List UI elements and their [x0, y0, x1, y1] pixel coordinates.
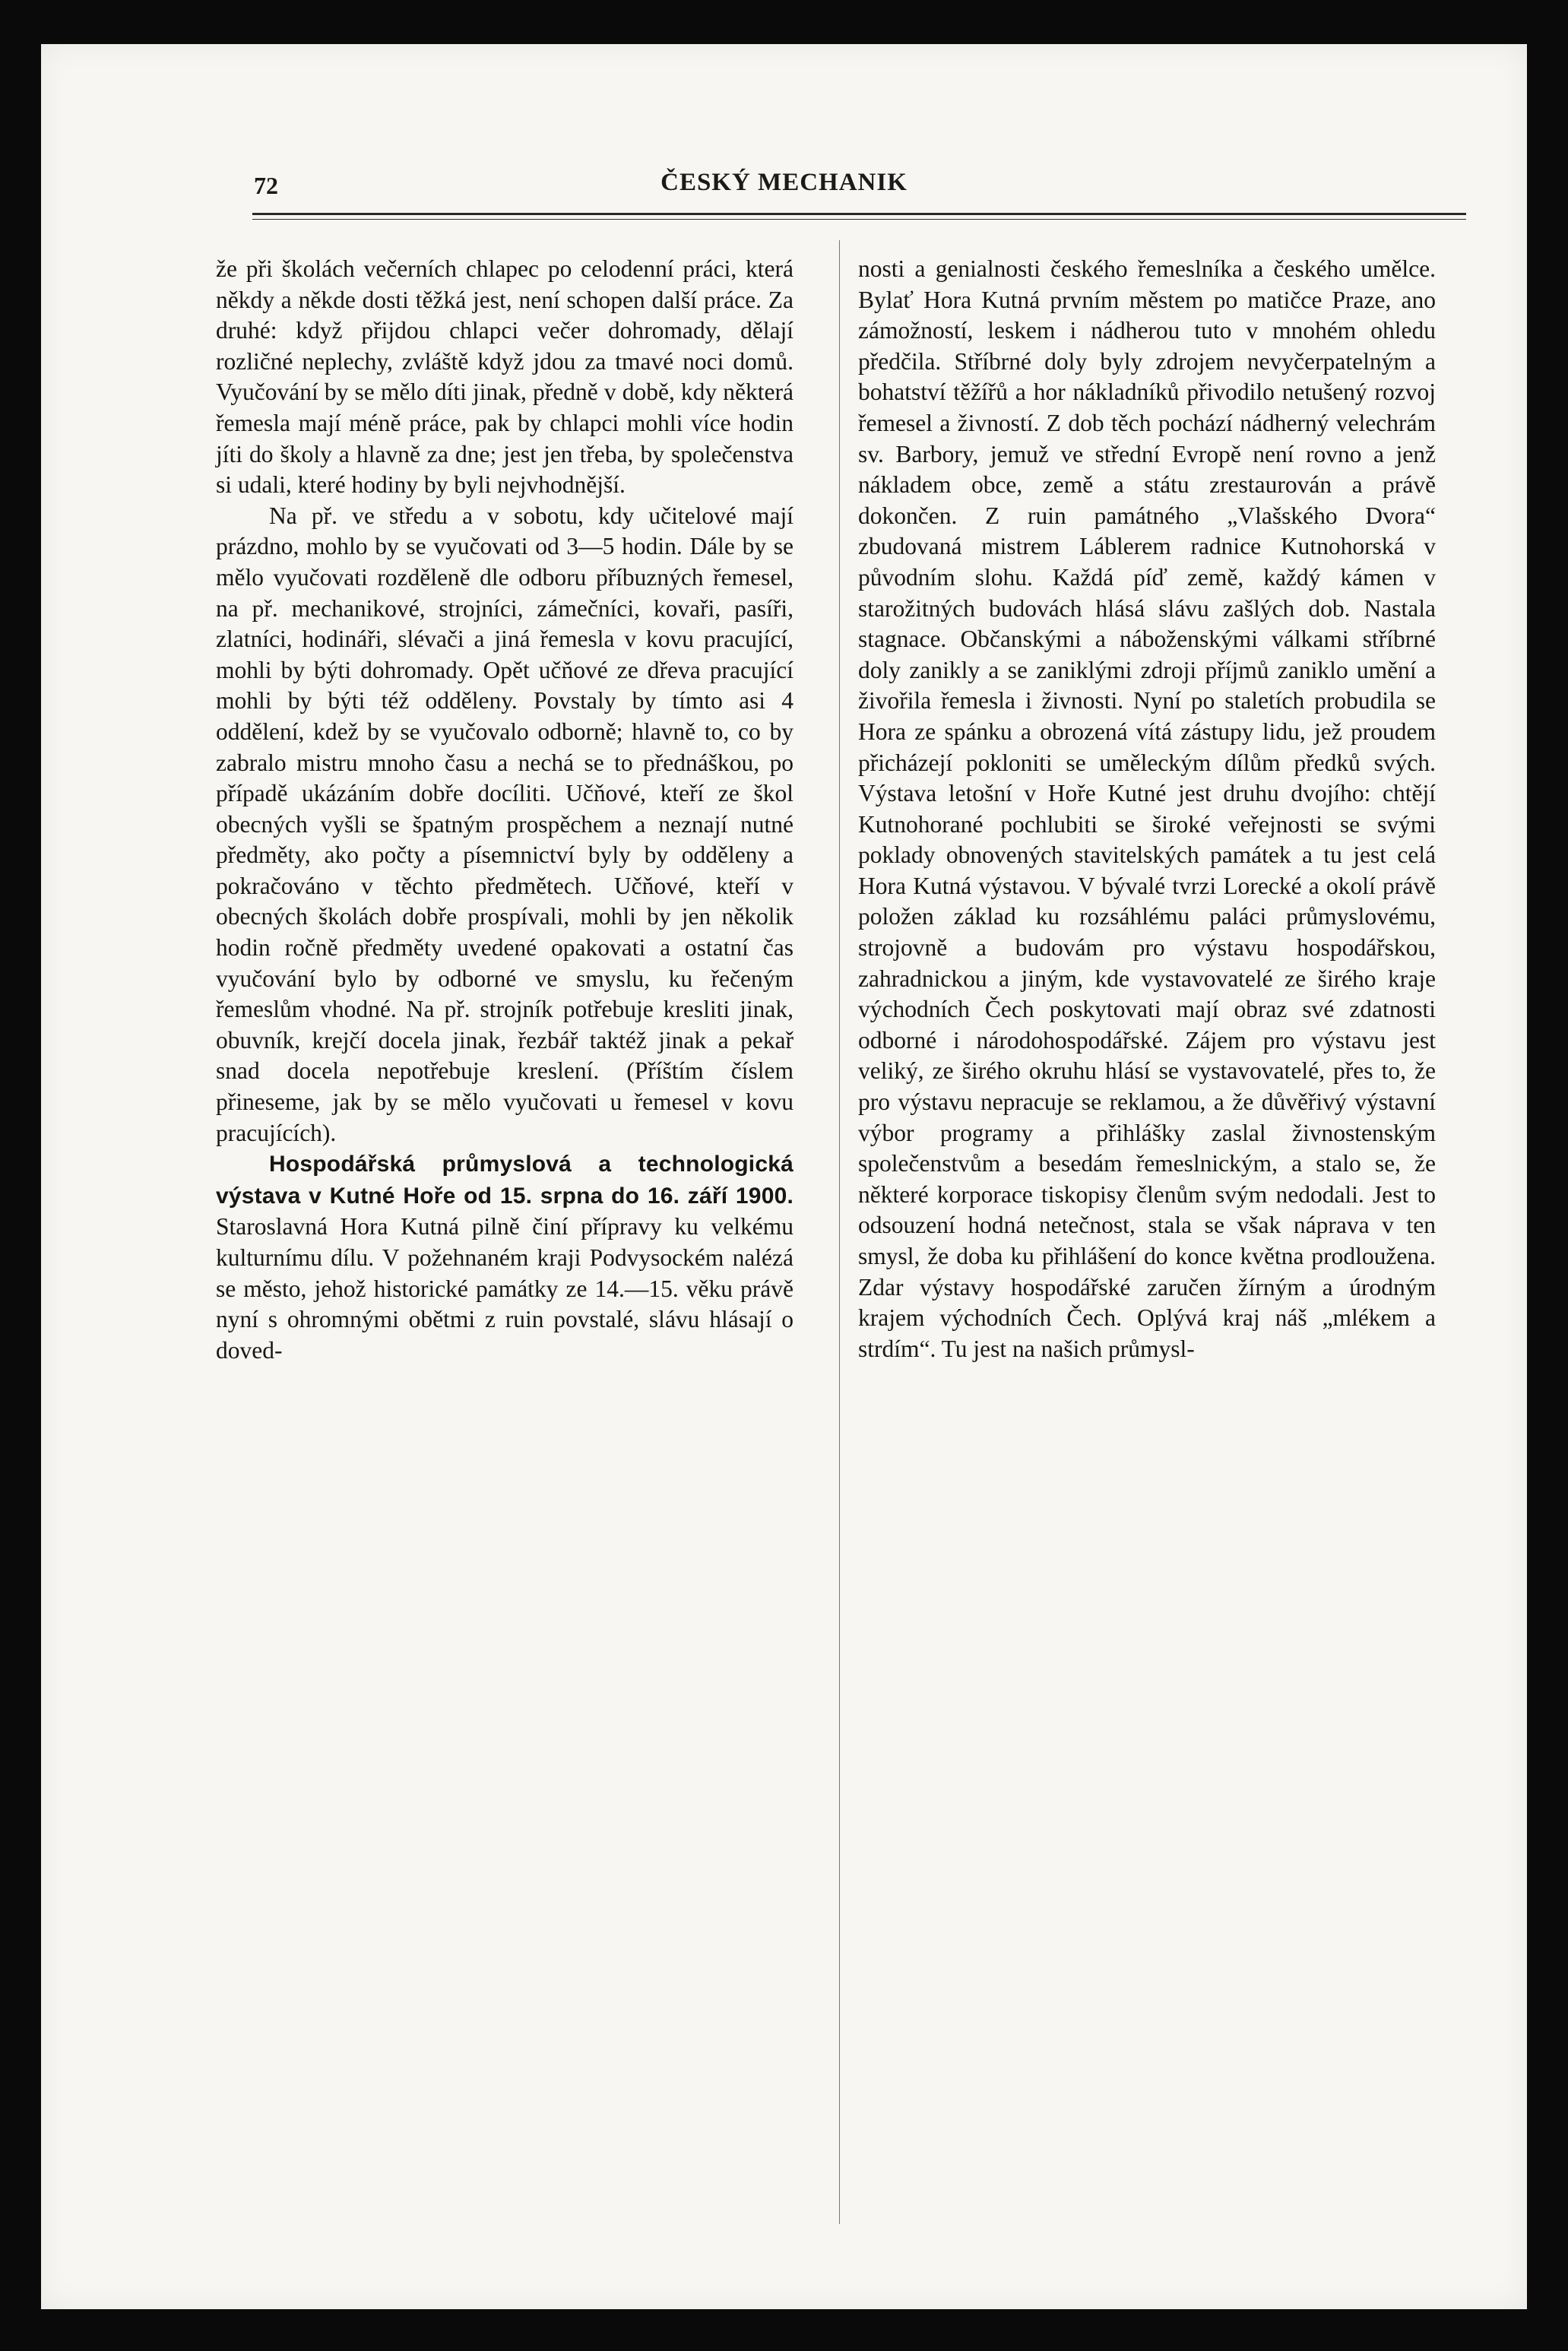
- running-head: ČESKÝ MECHANIK: [660, 169, 908, 196]
- journal-page: [41, 44, 1527, 2309]
- page-header: [41, 158, 1527, 211]
- article-text: Staroslavná Hora Kutná pilně činí přípravy ku velkému kulturnímu dílu. V požehnaném kraji Podvysockém nalézá se město, jehož historické památky ze 14.—15. věku právě nyní s ohromnými obětmi z ruin povstalé, slávu hlásají o doved-: [216, 1213, 794, 1364]
- right-column: [858, 254, 1436, 1364]
- header-rule: [252, 213, 1466, 215]
- left-column: [216, 254, 794, 1366]
- paragraph: Na př. ve středu a v sobotu, kdy učitelové mají prázdno, mohlo by se vyučovati od 3—5 hodin. Dále by se mělo vyučovati rozděleně dle odboru příbuzných řemesel, na př. mechanikové, strojníci, zámečníci, kovaři, pasíři, zlatníci, hodináři, slévači a jiná řemesla v kovu pracující, mohli by býti dohromady. Opět učňové ze dřeva pracující mohli by býti též odděleny. Povstaly by tímto asi 4 oddělení, kdež by se vyučovalo odborně; hlavně to, co by zabralo mistru mnoho času a nechá se to přednáškou, po případě ukázáním dobře docíliti. Učňové, kteří ze škol obecných vyšli se špatným prospěchem a neznají nutné předměty, ako počty a písemnictví byly by odděleny a pokračováno v těchto předmětech. Učňové, kteří v obecných školách dobře prospívali, mohli by jen několik hodin ročně předměty uvedené opakovati a ostatní čas vyučování bylo by odborné ve smyslu, ku řečeným řemeslům vhodné. Na př. strojník potřebuje kresliti jinak, obuvník, krejčí docela jinak, řezbář taktéž jinak a pekař snad docela nepotřebuje kreslení. (Příštím číslem přineseme, jak by se mělo vyučovati u řemesel v kovu pracujících).: [216, 502, 794, 1146]
- article-paragraph: [216, 1149, 794, 1366]
- page-number: 72: [254, 172, 278, 199]
- header-rule-thin: [252, 219, 1466, 220]
- section-heading: Hospodářská průmyslová a technologická výstava v Kutné Hoře od 15. srpna do 16. září 1900.: [216, 1152, 794, 1209]
- paragraph: nosti a genialnosti českého řemeslníka a českého umělce. Bylať Hora Kutná prvním městem po matičce Praze, ano zámožností, leskem i nádherou tuto v mnohém ohledu předčila. Stříbrné doly byly zdrojem nevyčerpatelným a bohatství těžířů a hor nákladníků přivodilo netušený rozvoj řemesel a živností. Z dob těch pochází nádherný velechrám sv. Barbory, jemuž ve střední Evropě není rovno a jenž nákladem obce, země a státu zrestaurován a právě dokončen. Z ruin památného „Vlašského Dvora“ zbudovaná mistrem Láblerem radnice Kutnohorská v původním slohu. Každá píď země, každý kámen v starožitných budovách hlásá slávu zašlých dob. Nastala stagnace. Občanskými a náboženskými válkami stříbrné doly zanikly a se zaniklými zdroji příjmů zaniklo umění a živořila řemesla i živnosti. Nyní po staletích probudila se Hora ze spánku a obrozená vítá zástupy lidu, jež proudem přicházejí pokloniti se uměleckým dílům předků svých. Výstava letošní v Hoře Kutné jest druhu dvojího: chtějí Kutnohorané pochlubiti se široké veřejnosti se svými poklady obnovených stavitelských památek a tu jest celá Hora Kutná výstavou. V bývalé tvrzi Lorecké a okolí právě položen základ ku rozsáhlému paláci průmyslovému, strojovně a budovám pro výstavu hospodářskou, zahradnickou a jiným, kde vystavovatelé ze širého kraje východních Čech poskytovati mají obraz své zdatnosti odborné i národohospodářské. Zájem pro výstavu jest veliký, ze širého okruhu hlásí se vystavovatelé, přes to, že pro výstavu nepracuje se reklamou, a že důvěřivý výstavní výbor programy a přihlášky zaslal živnostenským společenstvům a besedám řemeslnickým, a stalo se, že některé korporace tiskopisy členům svým nedodali. Jest to odsouzení hodná netečnost, stala se však náprava v ten smysl, že doba ku přihlášení do konce května prodloužena. Zdar výstavy hospodářské zaručen žírným a úrodným krajem východních Čech. Oplývá kraj náš „mlékem a strdím“. Tu jest na našich průmysl-: [858, 255, 1436, 1362]
- paragraph: že při školách večerních chlapec po celodenní práci, která někdy a někde dosti těžká jest, není schopen další práce. Za druhé: když přijdou chlapci večer dohromady, dělají rozličné neplechy, zvláště když jdou za tmavé noci domů. Vyučování by se mělo díti jinak, předně v době, kdy některá řemesla mají méně práce, pak by chlapci mohli více hodin jíti do školy a hlavně za dne; jest jen třeba, by společenstva si udali, které hodiny by byli nejvhodnější.: [216, 255, 794, 499]
- column-divider: [839, 240, 840, 2224]
